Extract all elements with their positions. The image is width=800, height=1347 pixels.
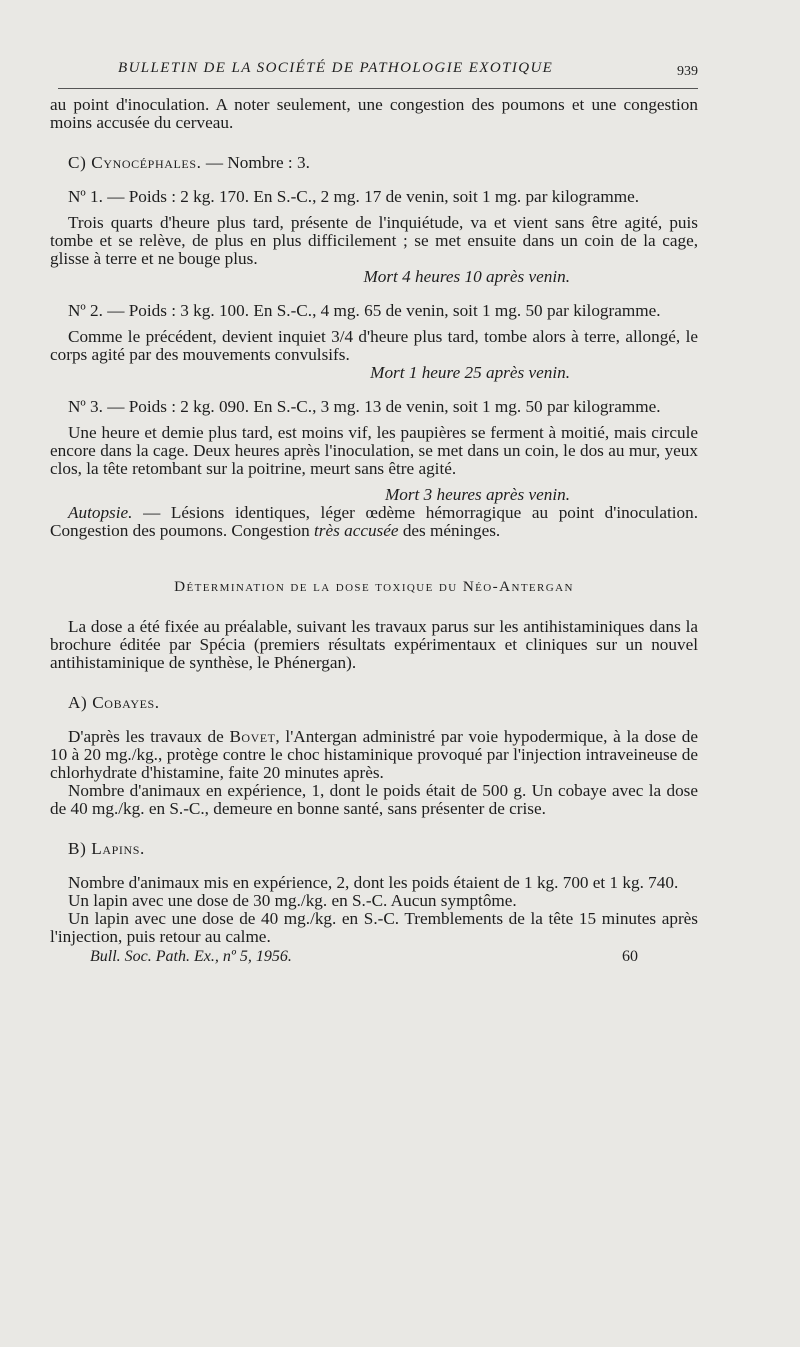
autopsy-text-2: des méninges. <box>398 521 501 540</box>
autopsy-label: Autopsie. <box>68 503 133 522</box>
section-label: C) Cynocéphales. <box>68 153 202 172</box>
autopsy-emphasis: très accusée <box>314 521 399 540</box>
animal-3-description: Une heure et demie plus tard, est moins vif, les paupières se ferment à moitié, mais circule encore dans la cage. Deux heures après l'inoculation, se met dans un coin, le dos au mur, yeux clos, la tête retombant sur la poitrine, meurt sans être agité. <box>50 423 698 478</box>
animal-2-outcome: Mort 1 heure 25 après venin. <box>370 363 570 382</box>
bulletin-citation: Bull. Soc. Path. Ex., nº 5, 1956. <box>90 948 292 965</box>
animal-1-outcome: Mort 4 heures 10 après venin. <box>363 267 570 286</box>
section-heading-cobayes: A) Cobayes. <box>68 693 160 712</box>
animal-1-description: Trois quarts d'heure plus tard, présente de l'inquiétude, va et vient sans être agité, puis tombe et se relève, de plus en plus difficilement ; se met ensuite dans un coin de la cage, glisse à terre et ne bouge plus. <box>50 213 698 268</box>
page-body <box>50 96 698 966</box>
section-title: Détermination de la dose toxique du Néo-Antergan <box>174 578 574 595</box>
cobayes-paragraph-2: Nombre d'animaux en expérience, 1, dont le poids était de 500 g. Un cobaye avec la dose de 40 mg./kg. en S.-C., demeure en bonne santé, sans présenter de crise. <box>50 781 698 818</box>
signature-number: 60 <box>622 948 638 965</box>
animal-2-description: Comme le précédent, devient inquiet 3/4 d'heure plus tard, tombe alors à terre, allongé, le corps agité par des mouvements convulsifs. <box>50 327 698 364</box>
section-heading-lapins: B) Lapins. <box>68 839 145 858</box>
cobayes-text-1: D'après les travaux de <box>68 727 230 746</box>
lapins-paragraph-2: Un lapin avec une dose de 30 mg./kg. en S.-C. Aucun symptôme. <box>68 891 517 910</box>
running-header <box>58 56 698 89</box>
page-number: 939 <box>677 64 698 79</box>
autopsy-paragraph <box>50 504 698 540</box>
section-heading-cynocephales <box>68 154 698 172</box>
continuation-paragraph: au point d'inoculation. A noter seulement, une congestion des poumons et une congestion moins accusée du cerveau. <box>50 95 698 132</box>
animal-1-header: Nº 1. — Poids : 2 kg. 170. En S.-C., 2 mg. 17 de venin, soit 1 mg. par kilogramme. <box>68 187 640 206</box>
lapins-paragraph-1: Nombre d'animaux mis en expérience, 2, dont les poids étaient de 1 kg. 700 et 1 kg. 740. <box>68 873 679 892</box>
cobayes-paragraph-1 <box>50 728 698 782</box>
animal-3-header: Nº 3. — Poids : 2 kg. 090. En S.-C., 3 mg. 13 de venin, soit 1 mg. 50 par kilogramme. <box>68 397 661 416</box>
animal-3-outcome: Mort 3 heures après venin. <box>384 485 570 504</box>
author-name: Bovet <box>229 727 276 746</box>
cobayes-text-2: , l'Antergan administré par voie hypodermique, à la dose de 10 à 20 mg./kg., protège contre le choc histaminique provoqué par l'injection intraveineuse de chlorhydrate d'histamine, faite 20 minutes après. <box>50 727 698 782</box>
page-footer <box>50 948 698 966</box>
journal-title: BULLETIN DE LA SOCIÉTÉ DE PATHOLOGIE EXOTIQUE <box>118 60 554 76</box>
animal-2-header: Nº 2. — Poids : 3 kg. 100. En S.-C., 4 mg. 65 de venin, soit 1 mg. 50 par kilogramme. <box>68 301 661 320</box>
section-count: — Nombre : 3. <box>201 153 310 172</box>
lapins-paragraph-3: Un lapin avec une dose de 40 mg./kg. en S.-C. Tremblements de la tête 15 minutes après l'injection, puis retour au calme. <box>50 909 698 946</box>
autopsy-text-1: — Lésions identiques, léger œdème hémorragique au point d'inoculation. Congestion des poumons. Congestion <box>50 503 698 540</box>
intro-paragraph: La dose a été fixée au préalable, suivant les travaux parus sur les antihistaminiques dans la brochure éditée par Spécia (premiers résultats expérimentaux et cliniques sur un nouvel antihistaminique de synthèse, le Phénergan). <box>50 617 698 672</box>
